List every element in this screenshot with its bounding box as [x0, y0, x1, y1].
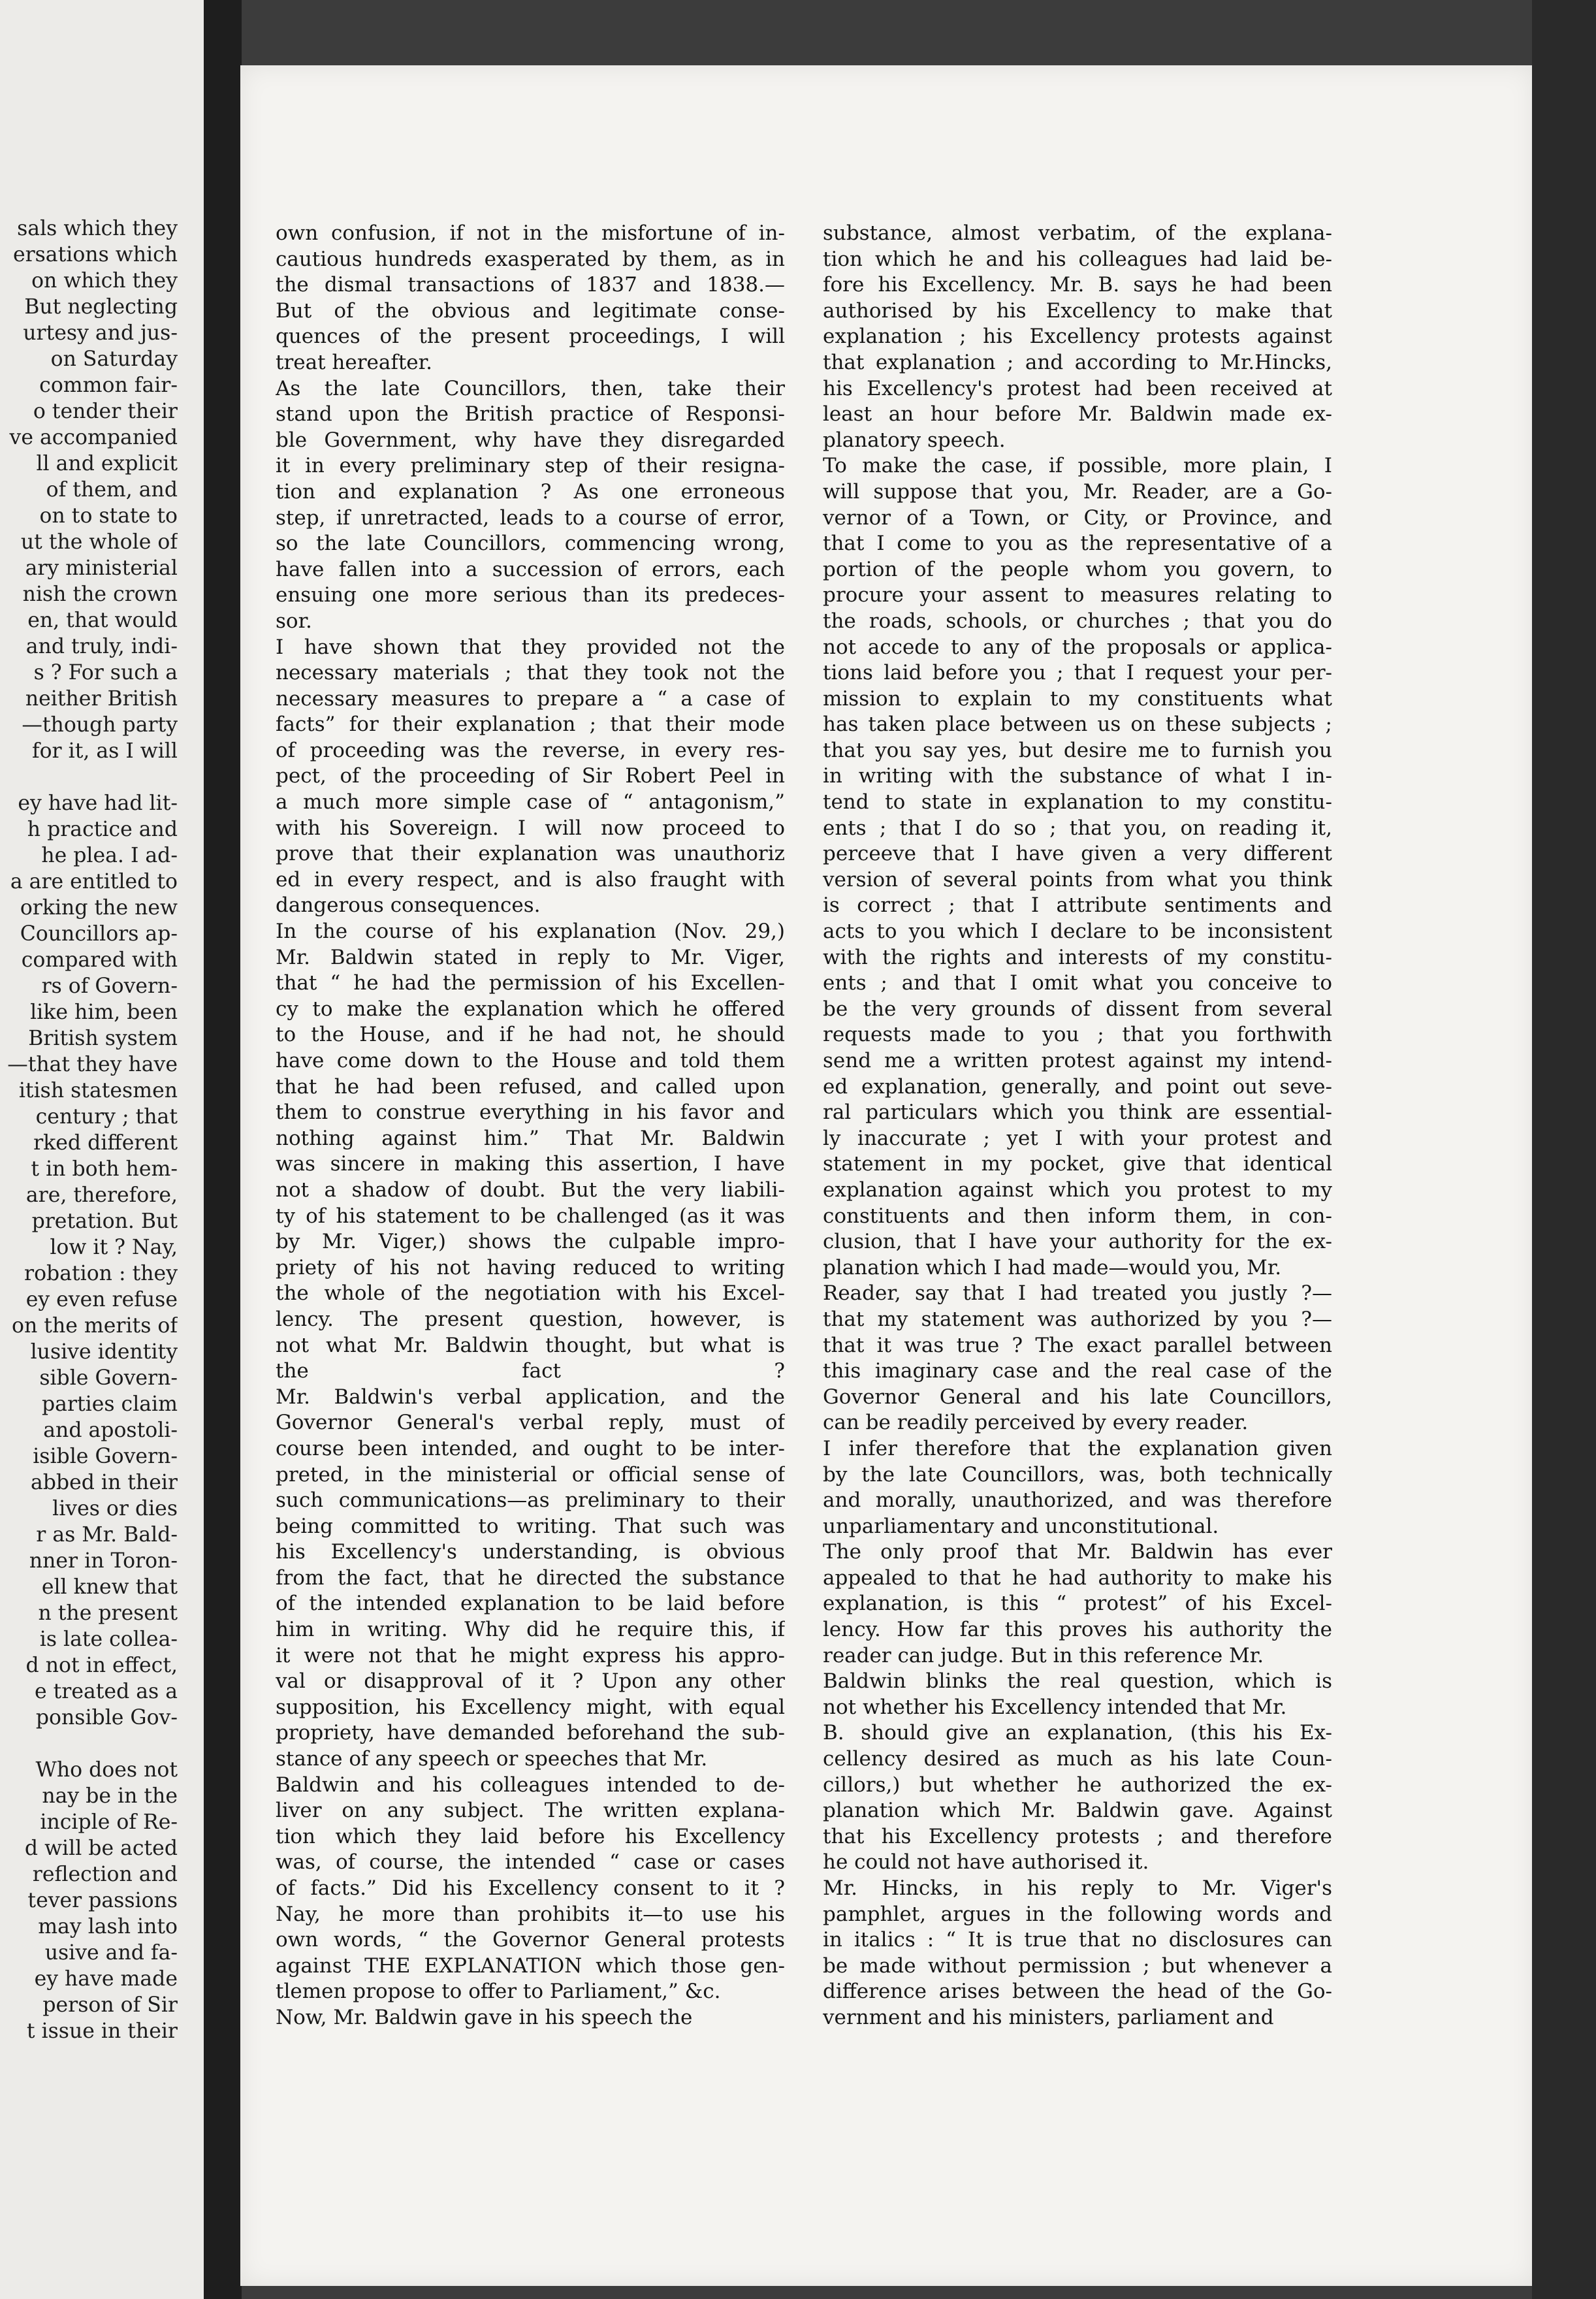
left-fragment-line: Councillors ap- — [20, 922, 178, 946]
left-page-fragment — [0, 0, 204, 2299]
column-b-line: ents ; and that I omit what you conceive to — [823, 971, 1332, 995]
column-a-line: Now, Mr. Baldwin gave in his speech the — [276, 2005, 693, 2029]
column-a-line: that he had been refused, and called upon — [276, 1074, 785, 1099]
column-b-line: authorised by his Excellency to make that — [823, 298, 1332, 323]
column-a-line: priety of his not having reduced to writing — [276, 1255, 785, 1279]
left-fragment-line: e treated as a — [34, 1680, 178, 1703]
column-b-line: tions laid before you ; that I request your per- — [823, 661, 1332, 685]
column-b-line: ents ; that I do so ; that you, on reading it, — [823, 816, 1332, 840]
left-fragment-line: on which they — [31, 269, 178, 293]
column-b-line: tion which he and his colleagues had laid be- — [823, 247, 1332, 271]
left-fragment-line: But neglecting — [24, 295, 178, 319]
column-b-line: ral particulars which you think are essential- — [823, 1101, 1332, 1125]
column-a-line: against THE EXPLANATION which those gen- — [276, 1953, 785, 1978]
left-fragment-line: British system — [28, 1027, 178, 1050]
left-fragment-line: for it, as I will — [31, 739, 178, 763]
column-b-line: Governor General and his late Councillors, — [823, 1385, 1332, 1409]
left-fragment-line: ary ministerial — [25, 556, 178, 580]
column-b-line: The only proof that Mr. Baldwin has ever — [823, 1540, 1332, 1564]
column-a-line: quences of the present proceedings, I will — [276, 325, 785, 349]
left-fragment-line: Who does not — [35, 1758, 178, 1782]
left-fragment-line: s ? For such a — [33, 661, 178, 684]
column-a-line: it in every preliminary step of their resigna- — [276, 454, 785, 478]
column-a-line: prove that their explanation was unauthoriz — [276, 842, 785, 866]
column-b-line: unparliamentary and unconstitutional. — [823, 1514, 1219, 1538]
column-a-line: them to construe everything in his favor and — [276, 1101, 785, 1125]
left-fragment-line: on Saturday — [50, 347, 178, 371]
column-a-line: so the late Councillors, commencing wrong, — [276, 532, 785, 556]
column-b-line: is correct ; that I attribute sentiments and — [823, 893, 1332, 918]
column-b-line: that I come to you as the representative of a — [823, 532, 1332, 556]
column-a-line: tion which they laid before his Excellency — [276, 1824, 785, 1848]
left-fragment-line: —though party — [22, 713, 178, 737]
column-a-line: Governor General's verbal reply, must of — [276, 1411, 785, 1435]
left-fragment-line: compared with — [21, 948, 178, 972]
column-b-line: requests made to you ; that you forthwith — [823, 1023, 1332, 1047]
column-b-line: cellency desired as much as his late Coun- — [823, 1747, 1332, 1771]
column-b-line: substance, almost verbatim, of the explana- — [823, 221, 1332, 245]
column-a-line: such communications—as preliminary to their — [276, 1488, 785, 1513]
left-fragment-line: may lash into — [38, 1915, 178, 1938]
column-a-line: was sincere in making this assertion, I have — [276, 1152, 785, 1176]
column-b-line: that it was true ? The exact parallel between — [823, 1333, 1332, 1357]
column-a-line: a much more simple case of “ antagonism,” — [276, 790, 785, 814]
right-page-edge — [1532, 0, 1596, 2299]
column-b-line: procure your assent to measures relating to — [823, 583, 1332, 607]
column-b-line: his Excellency's protest had been received at — [823, 376, 1332, 400]
column-b-line: ly inaccurate ; yet I with your protest and — [823, 1126, 1332, 1150]
column-a-line: treat hereafter. — [276, 350, 432, 374]
left-fragment-line: —that they have — [7, 1053, 178, 1076]
column-b-line: pamphlet, argues in the following words and — [823, 1902, 1332, 1926]
left-fragment-line: on to state to — [39, 504, 178, 528]
left-fragment-line: is late collea- — [39, 1628, 178, 1651]
column-a-line: it were not that he might express his appro- — [276, 1643, 785, 1667]
left-fragment-line: nay be in the — [42, 1784, 178, 1808]
column-a-line: But of the obvious and legitimate conse- — [276, 298, 785, 323]
column-b-line: that my statement was authorized by you ?— — [823, 1307, 1332, 1331]
column-b-line: vernment and his ministers, parliament and — [823, 2005, 1274, 2029]
column-a-line: him in writing. Why did he require this, if — [276, 1618, 785, 1642]
left-fragment-line: tever passions — [27, 1889, 178, 1912]
left-fragment-line: neither British — [25, 687, 178, 711]
column-a-line: ed in every respect, and is also fraught with — [276, 867, 785, 892]
column-b-line: least an hour before Mr. Baldwin made ex- — [823, 402, 1332, 426]
left-fragment-line: ersations which — [12, 243, 178, 266]
column-a-line: sor. — [276, 609, 312, 633]
column-b-line: planation which I had made—would you, Mr. — [823, 1255, 1282, 1279]
left-fragment-line: a are entitled to — [10, 870, 178, 893]
left-fragment-line: lusive identity — [30, 1340, 178, 1364]
column-a-line: by Mr. Viger,) shows the culpable impro- — [276, 1230, 785, 1254]
column-a-line: the fact ? — [276, 1359, 785, 1383]
column-a-line: ty of his statement to be challenged (as it was — [276, 1204, 785, 1228]
column-b-line: not accede to any of the proposals or applica- — [823, 635, 1332, 659]
left-fragment-line: century ; that — [35, 1105, 178, 1129]
column-b-line: reader can judge. But in this reference Mr. — [823, 1643, 1264, 1667]
left-fragment-line: pretation. But — [31, 1210, 178, 1233]
column-b-line: perceeve that I have given a very different — [823, 842, 1332, 866]
column-b-line: in writing with the substance of what I in- — [823, 764, 1332, 788]
column-b-line: cillors,) but whether he authorized the ex- — [823, 1773, 1332, 1797]
column-b-line: tend to state in explanation to my constitu- — [823, 790, 1332, 814]
left-fragment-line: t in both hem- — [31, 1157, 178, 1181]
left-fragment-line: ell knew that — [41, 1575, 178, 1599]
column-a-line: course been intended, and ought to be inter- — [276, 1436, 785, 1460]
column-b-line: the roads, schools, or churches ; that you do — [823, 609, 1332, 633]
left-fragment-line: isible Govern- — [33, 1445, 178, 1468]
column-b-line: difference arises between the head of the Go- — [823, 1980, 1332, 2004]
left-fragment-line: ey have made — [34, 1967, 178, 1991]
column-b-line: that you say yes, but desire me to furnish you — [823, 738, 1332, 762]
column-b-line: be the very grounds of dissent from several — [823, 997, 1332, 1021]
left-fragment-line: ve accompanied — [9, 426, 178, 449]
column-a-line: As the late Councillors, then, take their — [276, 376, 785, 400]
column-b-line: that his Excellency protests ; and therefore — [823, 1824, 1332, 1848]
column-a-line: that “ he had the permission of his Excellen- — [276, 971, 785, 995]
left-fragment-line: parties claim — [42, 1392, 178, 1416]
column-a-line: own words, “ the Governor General protests — [276, 1928, 785, 1952]
column-a-line: stand upon the British practice of Responsi- — [276, 402, 785, 426]
column-a-line: cautious hundreds exasperated by them, as in — [276, 247, 785, 271]
left-fragment-line: d not in effect, — [25, 1654, 178, 1677]
left-fragment-line: ponsible Gov- — [35, 1706, 178, 1729]
column-a-line: lency. The present question, however, is — [276, 1307, 785, 1331]
column-b-line: version of several points from what you think — [823, 867, 1332, 892]
left-fragment-line: r as Mr. Bald- — [36, 1523, 178, 1547]
column-a-line: dangerous consequences. — [276, 893, 541, 918]
column-a-line: propriety, have demanded beforehand the sub- — [276, 1721, 785, 1745]
left-fragment-line: o tender their — [33, 400, 178, 423]
left-fragment-line: ll and explicit — [36, 452, 178, 475]
left-fragment-line: and apostoli- — [43, 1419, 178, 1442]
left-fragment-line: en, that would — [27, 609, 178, 632]
column-b-line: statement in my pocket, give that identical — [823, 1152, 1332, 1176]
column-a-line: his Excellency's understanding, is obvious — [276, 1540, 785, 1564]
column-b-line: he could not have authorised it. — [823, 1850, 1149, 1874]
left-fragment-line: orking the new — [20, 896, 178, 920]
column-b-line: and morally, unauthorized, and was therefore — [823, 1488, 1332, 1513]
column-a-line: Mr. Baldwin stated in reply to Mr. Viger, — [276, 945, 785, 969]
column-b-line: this imaginary case and the real case of the — [823, 1359, 1332, 1383]
book-spine — [204, 0, 242, 2299]
left-fragment-line: on the merits of — [12, 1314, 178, 1338]
left-fragment-line: h practice and — [27, 818, 178, 841]
column-a-line: of facts.” Did his Excellency consent to it ? — [276, 1876, 785, 1900]
text-column-left — [276, 221, 785, 2031]
column-a-line: the dismal transactions of 1837 and 1838.— — [276, 273, 785, 297]
column-a-line: pect, of the proceeding of Sir Robert Peel in — [276, 764, 785, 788]
column-b-line: appealed to that he had authority to make his — [823, 1566, 1332, 1590]
left-fragment-line: reflection and — [32, 1863, 178, 1886]
column-b-line: Mr. Hincks, in his reply to Mr. Viger's — [823, 1876, 1332, 1900]
column-a-line: necessary measures to prepare a “ a case of — [276, 686, 785, 711]
left-fragment-line: urtesy and jus- — [23, 321, 178, 345]
column-b-line: portion of the people whom you govern, to — [823, 557, 1332, 581]
column-a-line: have fallen into a succession of errors, each — [276, 557, 785, 581]
left-fragment-line: itish statesmen — [18, 1079, 178, 1102]
left-fragment-line: ey have had lit- — [18, 792, 178, 815]
column-a-line: I have shown that they provided not the — [276, 635, 785, 659]
column-a-line: of proceeding was the reverse, in every res- — [276, 738, 785, 762]
column-a-line: stance of any speech or speeches that Mr. — [276, 1747, 708, 1771]
left-fragment-line: n the present — [38, 1601, 178, 1625]
column-b-line: Reader, say that I had treated you justly ?— — [823, 1281, 1332, 1306]
column-a-line: own confusion, if not in the misfortune of in- — [276, 221, 785, 245]
column-b-line: with the rights and interests of my constitu- — [823, 945, 1332, 969]
column-a-line: nothing against him.” That Mr. Baldwin — [276, 1126, 785, 1150]
column-b-line: planatory speech. — [823, 428, 1006, 452]
column-a-line: liver on any subject. The written explana- — [276, 1799, 785, 1823]
column-a-line: being committed to writing. That such was — [276, 1514, 785, 1538]
column-b-line: be made without permission ; but whenever a — [823, 1953, 1332, 1978]
column-a-line: facts” for their explanation ; that their mode — [276, 713, 785, 737]
column-b-line: has taken place between us on these subjects ; — [823, 713, 1332, 737]
column-b-line: fore his Excellency. Mr. B. says he had been — [823, 273, 1332, 297]
column-a-line: to the House, and if he had not, he should — [276, 1023, 785, 1047]
column-a-line: ble Government, why have they disregarded — [276, 428, 785, 452]
left-fragment-line: robation : they — [24, 1262, 178, 1285]
column-b-line: clusion, that I have your authority for the ex- — [823, 1230, 1332, 1254]
column-b-line: send me a written protest against my intend- — [823, 1049, 1332, 1072]
column-a-line: not a shadow of doubt. But the very liabili- — [276, 1178, 785, 1202]
column-b-line: Baldwin blinks the real question, which is — [823, 1669, 1332, 1694]
column-b-line: mission to explain to my constituents what — [823, 686, 1332, 711]
column-a-line: Nay, he more than prohibits it—to use his — [276, 1902, 785, 1926]
column-b-line: can be readily perceived by every reader. — [823, 1411, 1249, 1435]
left-fragment-line: abbed in their — [30, 1471, 178, 1494]
left-fragment-line — [0, 764, 178, 790]
left-fragment-line: t issue in their — [26, 2019, 178, 2043]
left-fragment-line: lives or dies — [52, 1497, 178, 1520]
column-b-line: explanation ; his Excellency protests against — [823, 325, 1332, 349]
column-a-line: In the course of his explanation (Nov. 29,) — [276, 920, 785, 944]
left-fragment-line: rked different — [33, 1131, 178, 1155]
column-a-line: val or disapproval of it ? Upon any other — [276, 1669, 785, 1694]
column-b-line: planation which Mr. Baldwin gave. Against — [823, 1799, 1332, 1823]
left-fragment-line: sals which they — [17, 217, 178, 240]
column-a-line: necessary materials ; that they took not the — [276, 661, 785, 685]
text-column-right — [823, 221, 1332, 2031]
column-a-line: the whole of the negotiation with his Excel- — [276, 1281, 785, 1306]
left-fragment-line: and truly, indi- — [25, 635, 178, 658]
column-b-line: by the late Councillors, was, both technically — [823, 1462, 1332, 1487]
left-fragment-line: are, therefore, — [25, 1183, 178, 1207]
left-fragment-line: rs of Govern- — [41, 974, 178, 998]
column-a-line: not what Mr. Baldwin thought, but what is — [276, 1333, 785, 1357]
column-a-line: Mr. Baldwin's verbal application, and the — [276, 1385, 785, 1409]
column-a-line: Baldwin and his colleagues intended to de- — [276, 1773, 785, 1797]
column-b-line: To make the case, if possible, more plain, I — [823, 454, 1332, 478]
column-a-line: tlemen propose to offer to Parliament,” &c. — [276, 1980, 721, 2004]
column-a-line: from the fact, that he directed the substance — [276, 1566, 785, 1590]
column-a-line: cy to make the explanation which he offered — [276, 997, 785, 1021]
left-fragment-line: common fair- — [39, 374, 178, 397]
left-fragment-line: d will be acted — [24, 1837, 178, 1860]
column-b-line: explanation, is this “ protest” of his Excel- — [823, 1592, 1332, 1616]
column-b-line: lency. How far this proves his authority the — [823, 1618, 1332, 1642]
left-fragment-line: sible Govern- — [39, 1366, 178, 1390]
left-fragment-line: ut the whole of — [20, 530, 178, 554]
column-b-line: that explanation ; and according to Mr.Hincks, — [823, 350, 1332, 374]
column-a-line: tion and explanation ? As one erroneous — [276, 479, 785, 504]
column-a-line: step, if unretracted, leads to a course of error, — [276, 506, 785, 530]
column-b-line: will suppose that you, Mr. Reader, are a Go- — [823, 479, 1332, 504]
column-b-line: B. should give an explanation, (this his Ex- — [823, 1721, 1332, 1745]
column-b-line: explanation against which you protest to my — [823, 1178, 1332, 1202]
column-b-line: constituents and then inform them, in con- — [823, 1204, 1332, 1228]
left-fragment-line — [0, 1731, 178, 1757]
column-a-line: ensuing one more serious than its predeces- — [276, 583, 785, 607]
left-fragment-line: of them, and — [46, 478, 178, 502]
left-fragment-line: nish the crown — [22, 583, 178, 606]
column-b-line: I infer therefore that the explanation given — [823, 1436, 1332, 1460]
column-a-line: have come down to the House and told them — [276, 1049, 785, 1072]
left-fragment-line: nner in Toron- — [29, 1549, 178, 1573]
column-b-line: not whether his Excellency intended that Mr. — [823, 1695, 1287, 1719]
column-a-line: of the intended explanation to be laid before — [276, 1592, 785, 1616]
column-b-line: vernor of a Town, or City, or Province, and — [823, 506, 1332, 530]
left-fragment-line: usive and fa- — [44, 1941, 178, 1965]
column-a-line: preted, in the ministerial or official sense of — [276, 1462, 785, 1487]
column-b-line: in italics : “ It is true that no disclosures can — [823, 1928, 1332, 1952]
column-a-line: supposition, his Excellency might, with equal — [276, 1695, 785, 1719]
left-fragment-line: inciple of Re- — [40, 1810, 178, 1834]
left-fragment-line: ey even refuse — [25, 1288, 178, 1311]
left-fragment-line: person of Sir — [42, 1993, 178, 2017]
column-b-line: acts to you which I declare to be inconsistent — [823, 920, 1332, 944]
left-fragment-line: low it ? Nay, — [50, 1236, 178, 1259]
left-page-text-column — [0, 216, 178, 2044]
column-b-line: ed explanation, generally, and point out seve- — [823, 1074, 1332, 1099]
left-fragment-line: he plea. I ad- — [41, 844, 178, 867]
column-a-line: was, of course, the intended “ case or cases — [276, 1850, 785, 1874]
left-fragment-line: like him, been — [30, 1001, 178, 1024]
column-a-line: with his Sovereign. I will now proceed to — [276, 816, 785, 840]
